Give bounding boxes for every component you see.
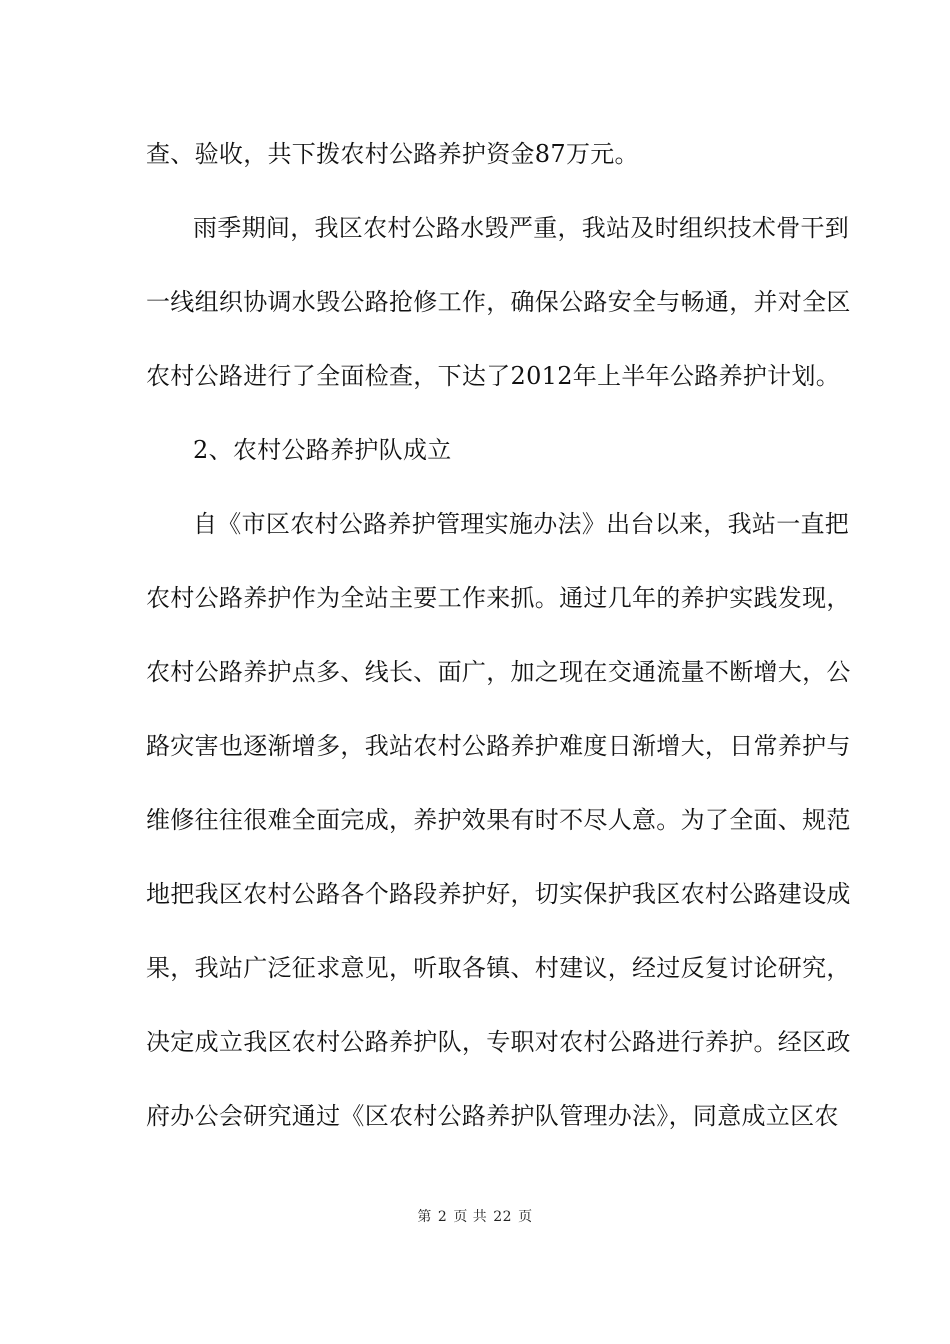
footer-prefix: 第 — [417, 1209, 432, 1225]
paragraph-start-line: 雨季期间，我区农村公路水毁严重，我站及时组织技术骨干到 — [193, 214, 850, 242]
paragraph-start-line: 自《市区农村公路养护管理实施办法》出台以来，我站一直把 — [193, 510, 850, 538]
footer-middle: 页 共 — [453, 1209, 488, 1225]
text-line: 府办公会研究通过《区农村公路养护队管理办法》，同意成立区农 — [146, 1102, 839, 1130]
text-line: 农村公路养护点多、线长、面广，加之现在交通流量不断增大，公 — [146, 658, 851, 686]
text-line: 维修往往很难全面完成，养护效果有时不尽人意。为了全面、规范 — [146, 806, 851, 834]
text-line: 决定成立我区农村公路养护队，专职对农村公路进行养护。经区政 — [146, 1028, 851, 1056]
current-page-number: 2 — [437, 1209, 448, 1225]
text-line: 果，我站广泛征求意见，听取各镇、村建议，经过反复讨论研究， — [146, 954, 851, 982]
section-heading: 2、农村公路养护队成立 — [193, 436, 452, 464]
text-line: 路灾害也逐渐增多，我站农村公路养护难度日渐增大，日常养护与 — [146, 732, 851, 760]
text-line: 农村公路养护作为全站主要工作来抓。通过几年的养护实践发现， — [146, 584, 851, 612]
text-line: 查、验收，共下拨农村公路养护资金87万元。 — [146, 140, 639, 168]
footer-suffix: 页 — [518, 1209, 533, 1225]
page-footer — [0, 1208, 950, 1226]
text-line: 农村公路进行了全面检查，下达了2012年上半年公路养护计划。 — [146, 362, 841, 390]
text-line: 一线组织协调水毁公路抢修工作，确保公路安全与畅通，并对全区 — [146, 288, 851, 316]
text-line: 地把我区农村公路各个路段养护好，切实保护我区农村公路建设成 — [146, 880, 851, 908]
total-pages-number: 22 — [493, 1209, 513, 1225]
